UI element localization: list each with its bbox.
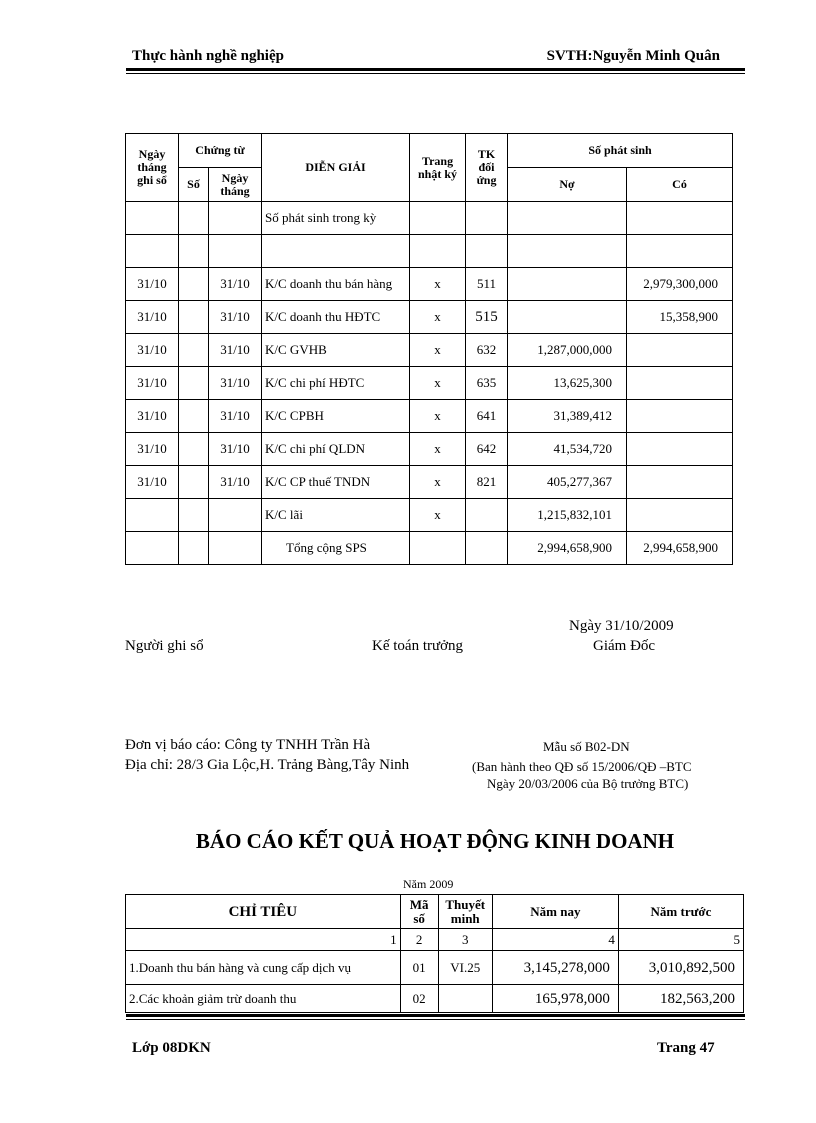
col-nam-truoc: Năm trước	[618, 895, 743, 929]
ledger-cell-ngay-thang: 31/10	[209, 400, 262, 433]
ledger-cell-co	[627, 334, 733, 367]
ledger-cell-tk	[466, 235, 508, 268]
ledger-cell-date: 31/10	[126, 367, 179, 400]
ledger-cell-ngay-thang: 31/10	[209, 466, 262, 499]
report-title: BÁO CÁO KẾT QUẢ HOẠT ĐỘNG KINH DOANH	[195, 829, 675, 853]
report-cell-nam-nay: 3,145,278,000	[492, 951, 618, 985]
ledger-cell-no: 1,215,832,101	[508, 499, 627, 532]
ledger-cell-ngay-thang	[209, 499, 262, 532]
ledger-row	[126, 499, 733, 532]
ledger-cell-trang: x	[410, 268, 466, 301]
ledger-row	[126, 301, 733, 334]
col-tk-doi-ung: TK đối ứng	[466, 134, 508, 202]
ledger-cell-no	[508, 301, 627, 334]
ledger-cell-dien-giai: Số phát sinh trong kỳ	[262, 202, 410, 235]
signature-ke-toan-truong: Kế toán trưởng	[372, 638, 464, 654]
ledger-cell-dien-giai: K/C doanh thu HĐTC	[262, 301, 410, 334]
ledger-cell-date	[126, 532, 179, 565]
ledger-cell-date: 31/10	[126, 301, 179, 334]
ledger-cell-so	[179, 532, 209, 565]
footer-right: Trang 47	[657, 1040, 715, 1056]
ledger-cell-no	[508, 268, 627, 301]
col-dien-giai: DIỄN GIẢI	[262, 134, 410, 202]
ledger-cell-trang	[410, 235, 466, 268]
ledger-cell-date	[126, 235, 179, 268]
report-row	[126, 985, 744, 1013]
report-cell-nam-truoc: 3,010,892,500	[618, 951, 743, 985]
ledger-cell-so	[179, 400, 209, 433]
ledger-cell-co: 2,979,300,000	[627, 268, 733, 301]
ledger-cell-trang: x	[410, 466, 466, 499]
numbering-cell: 4	[492, 929, 618, 951]
ledger-cell-co	[627, 367, 733, 400]
ledger-cell-co	[627, 235, 733, 268]
ledger-cell-tk: 642	[466, 433, 508, 466]
ledger-cell-so	[179, 268, 209, 301]
signature-nguoi-ghi-so: Người ghi sổ	[125, 638, 204, 654]
report-cell-ma-so: 01	[400, 951, 438, 985]
report-cell-nam-nay: 165,978,000	[492, 985, 618, 1013]
ledger-cell-trang: x	[410, 433, 466, 466]
numbering-cell: 1	[126, 929, 401, 951]
ledger-cell-co	[627, 202, 733, 235]
report-cell-chi-tieu: 1.Doanh thu bán hàng và cung cấp dịch vụ	[126, 951, 401, 985]
ledger-cell-tk	[466, 202, 508, 235]
unit-name: Đơn vị báo cáo: Công ty TNHH Trần Hà	[125, 737, 371, 753]
ledger-cell-tk: 632	[466, 334, 508, 367]
ledger-cell-date: 31/10	[126, 400, 179, 433]
ledger-cell-date: 31/10	[126, 268, 179, 301]
ledger-cell-date: 31/10	[126, 466, 179, 499]
ledger-cell-ngay-thang: 31/10	[209, 367, 262, 400]
ledger-cell-tk	[466, 499, 508, 532]
report-cell-nam-truoc: 182,563,200	[618, 985, 743, 1013]
col-co: Có	[627, 168, 733, 202]
ledger-cell-no	[508, 235, 627, 268]
numbering-cell: 5	[618, 929, 743, 951]
ledger-cell-trang: x	[410, 367, 466, 400]
ledger-cell-tk: 641	[466, 400, 508, 433]
ledger-cell-tk: 511	[466, 268, 508, 301]
ledger-cell-co: 15,358,900	[627, 301, 733, 334]
report-cell-ma-so: 02	[400, 985, 438, 1013]
col-so: Số	[179, 168, 209, 202]
numbering-cell: 3	[438, 929, 492, 951]
issued-by: (Ban hành theo QĐ số 15/2006/QĐ –BTC	[472, 759, 692, 774]
ledger-cell-trang: x	[410, 499, 466, 532]
report-row	[126, 951, 744, 985]
ledger-cell-co	[627, 400, 733, 433]
ledger-row	[126, 268, 733, 301]
ledger-cell-dien-giai: K/C CPBH	[262, 400, 410, 433]
ledger-cell-so	[179, 301, 209, 334]
ledger-cell-so	[179, 235, 209, 268]
ledger-cell-so	[179, 202, 209, 235]
income-statement-table	[125, 894, 744, 1013]
ledger-table	[125, 133, 733, 565]
ledger-cell-co	[627, 433, 733, 466]
ledger-cell-dien-giai: Tổng cộng SPS	[262, 532, 410, 565]
ledger-cell-dien-giai: K/C chi phí HĐTC	[262, 367, 410, 400]
ledger-row	[126, 367, 733, 400]
ledger-cell-dien-giai: K/C doanh thu bán hàng	[262, 268, 410, 301]
ledger-cell-ngay-thang: 31/10	[209, 334, 262, 367]
ledger-cell-ngay-thang	[209, 235, 262, 268]
signature-date: Ngày 31/10/2009	[569, 618, 674, 634]
ledger-cell-ngay-thang: 31/10	[209, 301, 262, 334]
ledger-cell-dien-giai: K/C GVHB	[262, 334, 410, 367]
ledger-cell-trang	[410, 202, 466, 235]
col-nam-nay: Năm nay	[492, 895, 618, 929]
ledger-row	[126, 466, 733, 499]
report-year: Năm 2009	[403, 877, 454, 891]
ledger-cell-date	[126, 499, 179, 532]
ledger-cell-so	[179, 367, 209, 400]
issued-date: Ngày 20/03/2006 của Bộ trưởng BTC)	[487, 776, 689, 791]
ledger-cell-tk: 515	[466, 301, 508, 334]
page-header	[130, 48, 746, 68]
header-left: Thực hành nghề nghiệp	[132, 48, 284, 64]
ledger-cell-no: 2,994,658,900	[508, 532, 627, 565]
ledger-cell-dien-giai	[262, 235, 410, 268]
report-cell-chi-tieu: 2.Các khoản giảm trừ doanh thu	[126, 985, 401, 1013]
col-ma-so: Mã số	[400, 895, 438, 929]
header-rule-thin	[126, 73, 745, 74]
ledger-cell-so	[179, 499, 209, 532]
ledger-cell-trang: x	[410, 334, 466, 367]
ledger-row	[126, 433, 733, 466]
ledger-row	[126, 334, 733, 367]
ledger-cell-no: 41,534,720	[508, 433, 627, 466]
ledger-cell-dien-giai: K/C CP thuế TNDN	[262, 466, 410, 499]
ledger-cell-ngay-thang: 31/10	[209, 433, 262, 466]
ledger-cell-so	[179, 466, 209, 499]
ledger-cell-ngay-thang	[209, 202, 262, 235]
ledger-cell-tk: 635	[466, 367, 508, 400]
unit-address: Địa chỉ: 28/3 Gia Lộc,H. Trảng Bàng,Tây Ninh	[125, 757, 410, 773]
ledger-cell-ngay-thang	[209, 532, 262, 565]
col-no: Nợ	[508, 168, 627, 202]
signature-giam-doc: Giám Đốc	[593, 638, 656, 654]
report-cell-thuyet-minh: VI.25	[438, 951, 492, 985]
col-so-phat-sinh: Số phát sinh	[508, 134, 733, 168]
ledger-row	[126, 202, 733, 235]
ledger-cell-trang	[410, 532, 466, 565]
ledger-row	[126, 532, 733, 565]
report-cell-thuyet-minh	[438, 985, 492, 1013]
ledger-row	[126, 235, 733, 268]
numbering-cell: 2	[400, 929, 438, 951]
ledger-cell-date	[126, 202, 179, 235]
ledger-cell-no: 13,625,300	[508, 367, 627, 400]
footer-rule-thick	[126, 1014, 745, 1017]
form-number: Mẫu số B02-DN	[543, 739, 630, 754]
ledger-cell-date: 31/10	[126, 433, 179, 466]
ledger-cell-dien-giai: K/C lãi	[262, 499, 410, 532]
ledger-cell-so	[179, 433, 209, 466]
header-rule-thick	[126, 68, 745, 71]
ledger-cell-co	[627, 499, 733, 532]
ledger-cell-tk	[466, 532, 508, 565]
ledger-cell-no	[508, 202, 627, 235]
ledger-cell-dien-giai: K/C chi phí QLDN	[262, 433, 410, 466]
ledger-cell-co: 2,994,658,900	[627, 532, 733, 565]
header-right: SVTH:Nguyễn Minh Quân	[546, 48, 720, 64]
col-trang-nhat-ky: Trang nhật ký	[410, 134, 466, 202]
ledger-cell-date: 31/10	[126, 334, 179, 367]
ledger-cell-no: 31,389,412	[508, 400, 627, 433]
ledger-cell-so	[179, 334, 209, 367]
ledger-cell-ngay-thang: 31/10	[209, 268, 262, 301]
ledger-row	[126, 400, 733, 433]
ledger-cell-tk: 821	[466, 466, 508, 499]
ledger-cell-trang: x	[410, 400, 466, 433]
col-ngay-ghi-so: Ngày tháng ghi sổ	[126, 134, 179, 202]
ledger-cell-no: 1,287,000,000	[508, 334, 627, 367]
ledger-cell-co	[627, 466, 733, 499]
col-ngay-thang: Ngày tháng	[209, 168, 262, 202]
ledger-cell-no: 405,277,367	[508, 466, 627, 499]
footer-left: Lớp 08DKN	[132, 1040, 211, 1056]
ledger-cell-trang: x	[410, 301, 466, 334]
col-chung-tu: Chứng từ	[179, 134, 262, 168]
col-chi-tieu: CHỈ TIÊU	[126, 895, 401, 929]
col-thuyet-minh: Thuyết minh	[438, 895, 492, 929]
footer-rule-thin	[126, 1019, 745, 1020]
